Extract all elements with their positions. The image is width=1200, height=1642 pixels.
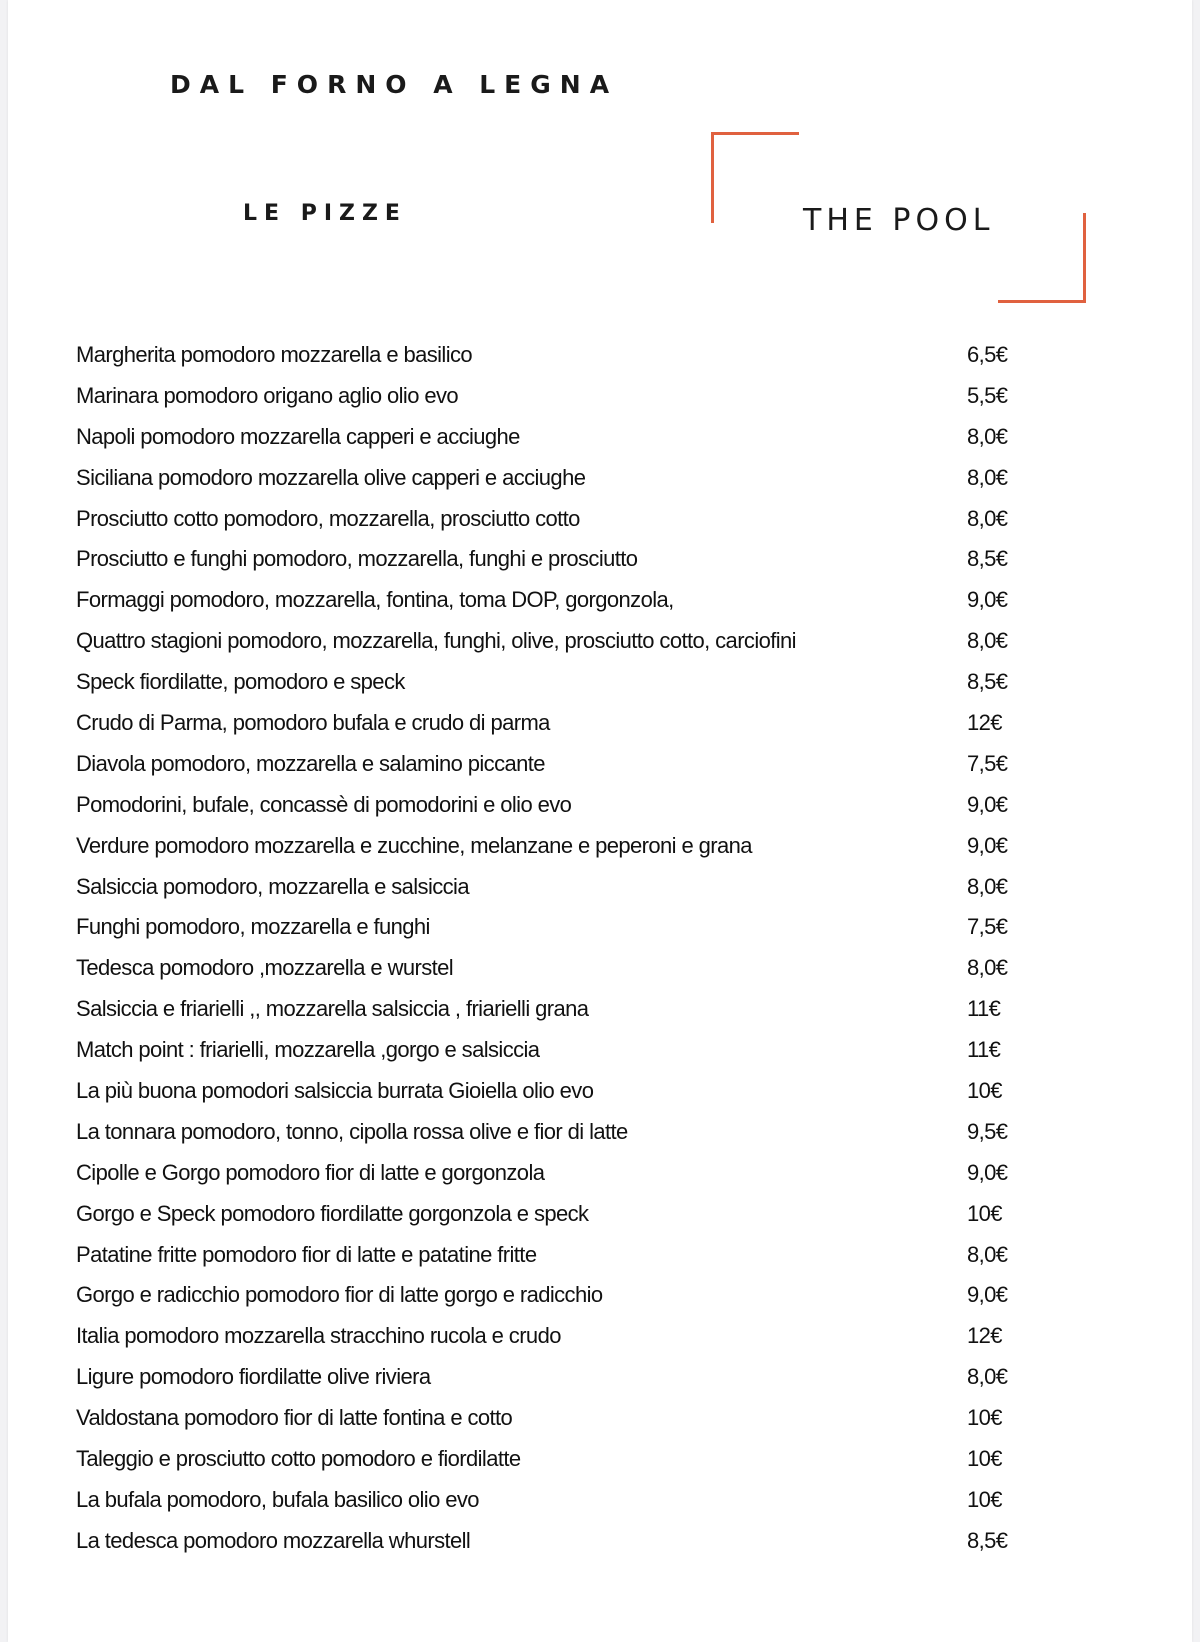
menu-item-description: Prosciutto cotto pomodoro, mozzarella, prosciutto cotto — [76, 505, 580, 531]
menu-item — [76, 785, 1036, 826]
section-title: LE PIZZE — [243, 201, 407, 226]
menu-item-price: 9,0€ — [967, 1159, 1008, 1185]
menu-item-description: Taleggio e prosciutto cotto pomodoro e fiordilatte — [76, 1446, 521, 1472]
menu-item-price: 8,5€ — [967, 546, 1008, 572]
menu-item-price: 7,5€ — [967, 914, 1008, 940]
menu-item-price: 8,0€ — [967, 1241, 1008, 1267]
menu-item-price: 8,5€ — [967, 669, 1008, 695]
menu-item-price: 9,0€ — [967, 587, 1008, 613]
menu-item — [76, 335, 1036, 376]
menu-item — [76, 539, 1036, 580]
menu-item-price: 8,0€ — [967, 464, 1008, 490]
menu-item — [76, 417, 1036, 458]
brand-logo-text: THE POOL — [803, 203, 995, 238]
menu-item-description: La tedesca pomodoro mozzarella whurstell — [76, 1527, 471, 1553]
menu-item-price: 10€ — [967, 1200, 1002, 1226]
logo-corner-bracket-bottom-right — [998, 213, 1086, 303]
menu-item — [76, 499, 1036, 540]
header-title: DAL FORNO A LEGNA — [170, 70, 619, 99]
pizza-menu-list — [76, 335, 1036, 1562]
menu-page — [8, 0, 1192, 1642]
menu-item — [76, 1357, 1036, 1398]
menu-item — [76, 458, 1036, 499]
menu-item-description: Match point : friarielli, mozzarella ,gorgo e salsiccia — [76, 1037, 540, 1063]
menu-item — [76, 1112, 1036, 1153]
menu-item — [76, 1480, 1036, 1521]
menu-item-description: Prosciutto e funghi pomodoro, mozzarella, funghi e prosciutto — [76, 546, 638, 572]
menu-item-price: 7,5€ — [967, 750, 1008, 776]
menu-item — [76, 1071, 1036, 1112]
menu-item — [76, 948, 1036, 989]
menu-item-price: 8,0€ — [967, 423, 1008, 449]
menu-item — [76, 867, 1036, 908]
menu-item-price: 8,0€ — [967, 628, 1008, 654]
menu-item-price: 8,5€ — [967, 1527, 1008, 1553]
menu-item — [76, 703, 1036, 744]
menu-item-description: La bufala pomodoro, bufala basilico olio evo — [76, 1486, 479, 1512]
menu-item — [76, 1398, 1036, 1439]
menu-item-description: La più buona pomodori salsiccia burrata Gioiella olio evo — [76, 1078, 594, 1104]
menu-item-price: 9,0€ — [967, 1282, 1008, 1308]
menu-item — [76, 1235, 1036, 1276]
menu-item-description: Verdure pomodoro mozzarella e zucchine, melanzane e peperoni e grana — [76, 832, 752, 858]
menu-item-description: Formaggi pomodoro, mozzarella, fontina, toma DOP, gorgonzola, — [76, 587, 674, 613]
menu-item-price: 8,0€ — [967, 873, 1008, 899]
menu-item-description: Valdostana pomodoro fior di latte fontina e cotto — [76, 1405, 513, 1431]
menu-item-price: 10€ — [967, 1078, 1002, 1104]
menu-item-price: 12€ — [967, 710, 1002, 736]
menu-item — [76, 1030, 1036, 1071]
menu-item-description: Cipolle e Gorgo pomodoro fior di latte e gorgonzola — [76, 1159, 545, 1185]
menu-item-description: Crudo di Parma, pomodoro bufala e crudo di parma — [76, 710, 550, 736]
menu-item-description: Speck fiordilatte, pomodoro e speck — [76, 669, 405, 695]
menu-item-description: Gorgo e Speck pomodoro fiordilatte gorgonzola e speck — [76, 1200, 589, 1226]
menu-item-description: Ligure pomodoro fiordilatte olive riviera — [76, 1364, 431, 1390]
menu-item-price: 9,0€ — [967, 832, 1008, 858]
menu-item-price: 8,0€ — [967, 1364, 1008, 1390]
menu-item-description: Siciliana pomodoro mozzarella olive capperi e acciughe — [76, 464, 586, 490]
menu-item — [76, 580, 1036, 621]
menu-item-description: Patatine fritte pomodoro fior di latte e patatine fritte — [76, 1241, 537, 1267]
menu-item-price: 9,5€ — [967, 1118, 1008, 1144]
menu-item-price: 10€ — [967, 1486, 1002, 1512]
menu-item — [76, 907, 1036, 948]
menu-item-description: Tedesca pomodoro ,mozzarella e wurstel — [76, 955, 454, 981]
menu-item-description: Margherita pomodoro mozzarella e basilico — [76, 342, 473, 367]
menu-item — [76, 1275, 1036, 1316]
menu-item-description: Gorgo e radicchio pomodoro fior di latte gorgo e radicchio — [76, 1282, 603, 1308]
menu-item-description: Pomodorini, bufale, concassè di pomodorini e olio evo — [76, 791, 572, 817]
menu-item — [76, 1521, 1036, 1562]
menu-item-price: 5,5€ — [967, 382, 1008, 408]
menu-item-price: 10€ — [967, 1446, 1002, 1472]
menu-item — [76, 1153, 1036, 1194]
menu-item — [76, 1194, 1036, 1235]
menu-item — [76, 826, 1036, 867]
menu-item-description: Salsiccia pomodoro, mozzarella e salsiccia — [76, 873, 469, 899]
logo-corner-bracket-top-left — [711, 132, 799, 223]
menu-item-description: La tonnara pomodoro, tonno, cipolla rossa olive e fior di latte — [76, 1118, 628, 1144]
menu-item — [76, 744, 1036, 785]
menu-item — [76, 376, 1036, 417]
menu-item-description: Funghi pomodoro, mozzarella e funghi — [76, 914, 430, 940]
menu-item — [76, 662, 1036, 703]
menu-item-description: Diavola pomodoro, mozzarella e salamino piccante — [76, 750, 545, 776]
menu-item-price: 8,0€ — [967, 505, 1008, 531]
menu-item — [76, 989, 1036, 1030]
menu-item-description: Marinara pomodoro origano aglio olio evo — [76, 382, 459, 408]
menu-item-description: Quattro stagioni pomodoro, mozzarella, funghi, olive, prosciutto cotto, carciofini — [76, 628, 796, 654]
menu-item — [76, 621, 1036, 662]
menu-item-price: 11€ — [967, 1037, 1001, 1063]
menu-item — [76, 1316, 1036, 1357]
menu-item-description: Italia pomodoro mozzarella stracchino rucola e crudo — [76, 1323, 561, 1349]
menu-item-description: Salsiccia e friarielli ,, mozzarella salsiccia , friarielli grana — [76, 996, 589, 1022]
menu-item-price: 9,0€ — [967, 791, 1008, 817]
menu-item-price: 12€ — [967, 1323, 1002, 1349]
menu-item-price: 11€ — [967, 996, 1001, 1022]
menu-item — [76, 1439, 1036, 1480]
menu-item-price: 8,0€ — [967, 955, 1008, 981]
menu-item-description: Napoli pomodoro mozzarella capperi e acciughe — [76, 423, 520, 449]
menu-item-price: 10€ — [967, 1405, 1002, 1431]
menu-item-price: 6,5€ — [967, 342, 1008, 367]
